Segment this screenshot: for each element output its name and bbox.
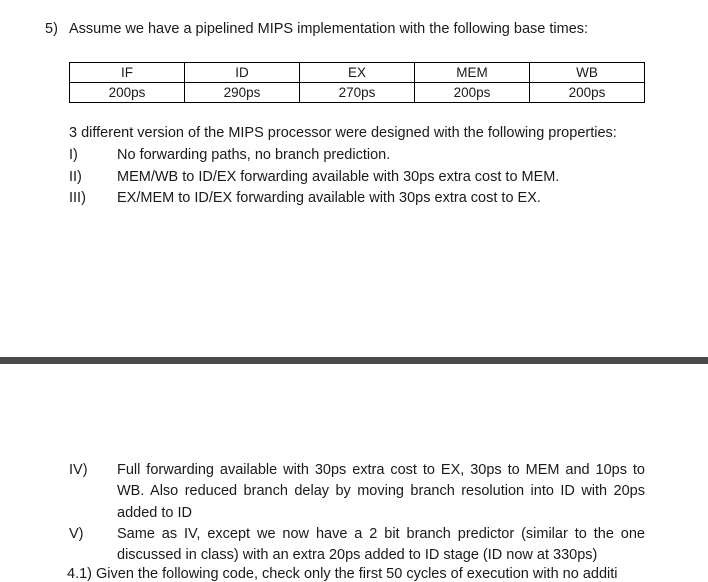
time-id: 290ps	[185, 83, 300, 103]
question-heading	[45, 21, 588, 37]
version-text: MEM/WB to ID/EX forwarding available with 30ps extra cost to MEM.	[117, 169, 560, 185]
time-ex: 270ps	[300, 83, 415, 103]
version-text: Same as IV, except we now have a 2 bit branch predictor (similar to the one discussed in class) with an extra 20ps added to ID stage (ID now at 330ps)	[117, 526, 645, 564]
version-text: EX/MEM to ID/EX forwarding available with 30ps extra cost to EX.	[117, 190, 541, 206]
version-text: Full forwarding available with 30ps extra cost to EX, 30ps to MEM and 10ps to WB. Also reduced branch delay by moving branch resolution into ID with 20ps added to ID	[117, 462, 645, 521]
header-id: ID	[185, 63, 300, 83]
header-ex: EX	[300, 63, 415, 83]
table-times-row	[70, 83, 645, 103]
table-header-row	[70, 63, 645, 83]
versions-intro: 3 different version of the MIPS processor were designed with the following properties:	[69, 125, 617, 141]
version-roman: I)	[69, 147, 78, 163]
version-roman: IV)	[69, 462, 88, 478]
header-wb: WB	[530, 63, 645, 83]
version-roman: V)	[69, 526, 84, 542]
question-number: 5)	[45, 21, 58, 37]
question-text: Assume we have a pipelined MIPS implementation with the following base times:	[69, 21, 589, 37]
version-text: No forwarding paths, no branch prediction.	[117, 147, 391, 163]
header-if: IF	[70, 63, 185, 83]
header-mem: MEM	[415, 63, 530, 83]
time-if: 200ps	[70, 83, 185, 103]
page-break-divider	[0, 357, 708, 364]
time-wb: 200ps	[530, 83, 645, 103]
version-roman: II)	[69, 169, 82, 185]
cut-off-subquestion: 4.1) Given the following code, check only the first 50 cycles of execution with no additi	[67, 566, 618, 582]
version-roman: III)	[69, 190, 86, 206]
stage-times-table	[69, 62, 645, 103]
time-mem: 200ps	[415, 83, 530, 103]
